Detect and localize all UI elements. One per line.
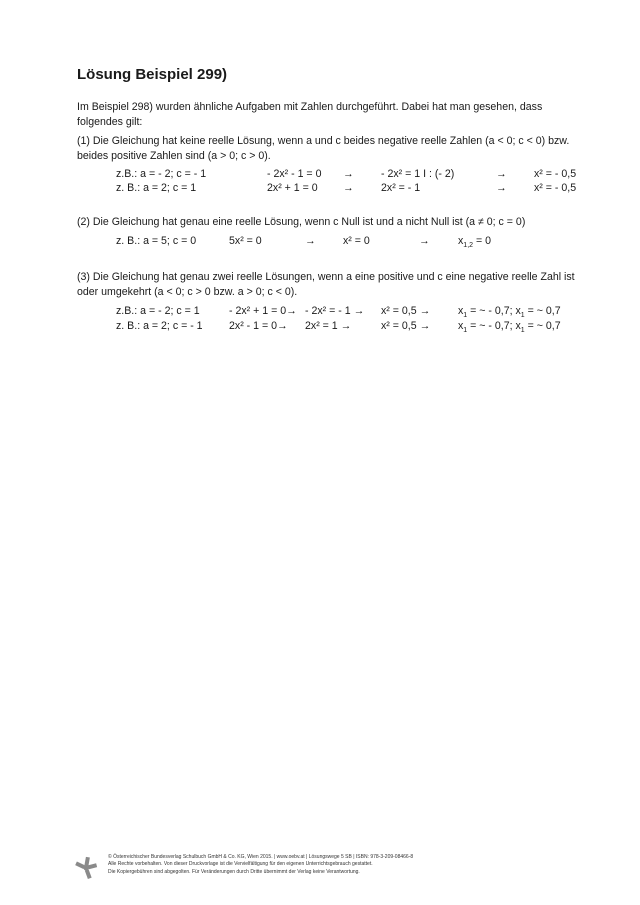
arrow: →	[343, 182, 354, 194]
example-params: z.B.: a = - 2; c = 1	[116, 305, 200, 317]
example-equation: - 2x² + 1 = 0→	[229, 305, 297, 317]
result-value: = ~ - 0,7; x	[467, 305, 521, 317]
variable: x	[458, 235, 464, 247]
result-value: = ~ 0,7	[524, 305, 561, 317]
case3-text: (3) Die Gleichung hat genau zwei reelle Lösungen, wenn a eine positive und c eine negative reelle Zahl ist oder umgekehrt (a < 0; c > 0 bzw. a > 0; c < 0).	[77, 271, 575, 298]
result-value: = ~ - 0,7; x	[467, 320, 521, 332]
footer-rights: Alle Rechte vorbehalten. Von dieser Druckvorlage ist die Vervielfältigung für den eigenen Unterrichtsgebrauch gestattet.	[108, 861, 373, 868]
example-step: x² = 0	[343, 235, 370, 247]
example-step: x² = 0,5 →	[381, 305, 431, 317]
example-equation: - 2x² - 1 = 0	[267, 168, 322, 180]
example-step: - 2x² = 1 I : (- 2)	[381, 168, 455, 180]
arrow: →	[305, 235, 316, 247]
example-result	[458, 235, 491, 249]
example-params: z.B.: a = - 2; c = - 1	[116, 168, 207, 180]
example-result	[458, 305, 561, 319]
example-step: - 2x² = - 1 →	[305, 305, 365, 317]
arrow: →	[496, 182, 507, 194]
variable: x	[458, 305, 464, 317]
case2-text: (2) Die Gleichung hat genau eine reelle Lösung, wenn c Null ist und a nicht Null ist (a ≠ 0; c = 0)	[77, 216, 526, 228]
footer-copyright: © Österreichischer Bundesverlag Schulbuch GmbH & Co. KG, Wien 2015. | www.oebv.at | Lösungswege 5 SB | ISBN: 978-3-209-08466-8	[108, 854, 414, 860]
intro-paragraph: Im Beispiel 298) wurden ähnliche Aufgaben mit Zahlen durchgeführt. Dabei hat man gesehen, dass folgendes gilt:	[77, 101, 543, 128]
example-result: x² = - 0,5	[534, 168, 577, 180]
example-params: z. B.: a = 2; c = - 1	[116, 320, 203, 332]
variable: x	[458, 320, 464, 332]
case1-text: (1) Die Gleichung hat keine reelle Lösung, wenn a und c beides negative reelle Zahlen (a < 0; c < 0) bzw. beides positive Zahlen sind (a > 0; c > 0).	[77, 135, 570, 162]
arrow: →	[496, 168, 507, 180]
example-equation: 2x² + 1 = 0	[267, 182, 318, 194]
footer	[108, 854, 413, 876]
example-params: z. B.: a = 2; c = 1	[116, 182, 197, 194]
subscript: 1	[463, 327, 468, 335]
subscript: 1,2	[463, 242, 474, 250]
result-value: = ~ 0,7	[524, 320, 561, 332]
example-result	[458, 320, 561, 334]
subscript: 1	[520, 327, 525, 335]
example-step: x² = 0,5 →	[381, 320, 431, 332]
publisher-logo-icon	[74, 856, 98, 880]
subscript: 1	[520, 312, 525, 320]
result-value: = 0	[473, 235, 491, 247]
example-equation: 5x² = 0	[229, 235, 262, 247]
example-equation: 2x² - 1 = 0→	[229, 320, 288, 332]
arrow: →	[419, 235, 430, 247]
example-step: 2x² = - 1	[381, 182, 421, 194]
arrow: →	[343, 168, 354, 180]
subscript: 1	[463, 312, 468, 320]
footer-disclaimer: Die Kopiergebühren sind abgegolten. Für Veränderungen durch Dritte übernimmt der Verlag keine Verantwortung.	[108, 868, 360, 875]
example-step: 2x² = 1 →	[305, 320, 352, 332]
example-result: x² = - 0,5	[534, 182, 577, 194]
page-title: Lösung Beispiel 299)	[77, 66, 228, 83]
example-params: z. B.: a = 5; c = 0	[116, 235, 197, 247]
